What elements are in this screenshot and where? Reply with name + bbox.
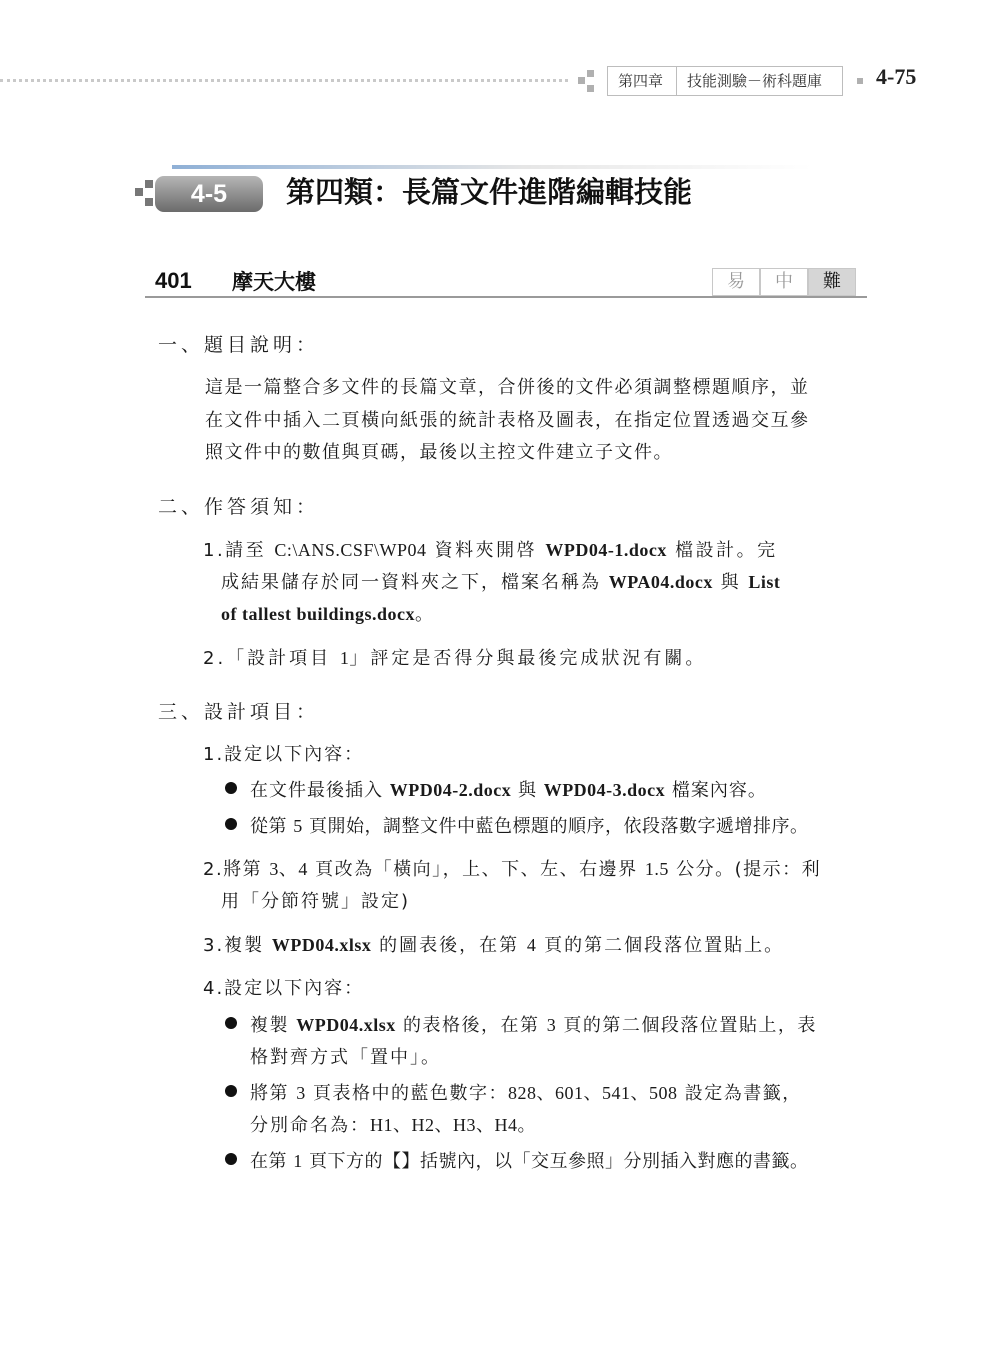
part2-item1-line3 <box>221 600 435 626</box>
text-run: 在第 <box>250 1151 294 1172</box>
text-run: 的圖表後，在第 <box>371 935 527 956</box>
text-run: 設定為書籤， <box>677 1083 802 1104</box>
filename: List <box>748 572 781 592</box>
number: 1 <box>339 648 350 668</box>
header-square-deco <box>578 77 585 84</box>
text-run: 頁的第二個段落位置貼上，表 <box>556 1015 817 1036</box>
part1-line: 這是一篇整合多文件的長篇文章，合併後的文件必須調整標題順序，並 <box>205 377 810 398</box>
part2-item1-line2 <box>221 568 780 594</box>
section-accent-bar <box>172 165 812 169</box>
section-number-badge: 4-5 <box>155 176 263 212</box>
text-run: 頁開始，調整文件中藍色標題的順序，依段落數字遞增排序。 <box>302 816 809 837</box>
section-square-deco <box>145 198 153 206</box>
part3-bullet4-line1 <box>250 1079 802 1105</box>
number: 5 <box>293 816 303 836</box>
number: 4 <box>298 859 308 879</box>
section-title: 第四類：長篇文件進階編輯技能 <box>286 175 693 209</box>
difficulty-medium: 中 <box>760 268 808 296</box>
text-run: 2.「設計項目 <box>203 648 340 669</box>
header-chapter: 第四章 <box>607 66 677 96</box>
text-run: 成結果儲存於同一資料夾之下，檔案名稱為 <box>221 572 609 593</box>
bullet-icon <box>225 1153 237 1165</box>
text-run: 與 <box>511 780 544 801</box>
header-square-deco <box>587 70 594 77</box>
filename: WPD04-1.docx <box>545 540 667 560</box>
text-run: 頁的第二個段落位置貼上。 <box>536 935 785 956</box>
part3-item4-label: 4.設定以下內容： <box>203 978 365 999</box>
text-run: 檔設計。完 <box>666 540 778 561</box>
part2-heading: 二、作答須知： <box>158 496 320 518</box>
part1-line: 在文件中插入二頁橫向紙張的統計表格及圖表，在指定位置透過交互參 <box>205 410 810 431</box>
part3-bullet3-line1 <box>250 1011 817 1037</box>
part3-bullet2 <box>250 812 808 838</box>
number-list: 828、601、541、508 <box>507 1083 678 1103</box>
header-square-deco <box>587 85 594 92</box>
folder-path: C:\ANS.CSF\WP04 <box>274 540 427 560</box>
part1-line: 照文件中的數值與頁碼，最後以主控文件建立子文件。 <box>205 442 673 463</box>
bullet-icon <box>225 818 237 830</box>
section-square-deco <box>135 188 143 196</box>
part3-item2-line2: 用「分節符號」設定) <box>221 891 411 912</box>
number: 4 <box>526 935 537 955</box>
text-run: 將第 <box>250 1083 297 1104</box>
part3-item2-line1 <box>203 855 821 881</box>
number: 3 <box>269 859 279 879</box>
number: 3 <box>296 1083 306 1103</box>
text-run: 在文件最後插入 <box>250 780 390 801</box>
part3-bullet1 <box>250 776 767 802</box>
filename: WPD04-3.docx <box>543 780 666 800</box>
part3-item1-label: 1.設定以下內容： <box>203 744 365 765</box>
filename: WPD04.xlsx <box>296 1015 396 1035</box>
text-run: 2.將第 <box>203 859 270 880</box>
part3-bullet3-line2: 格對齊方式「置中」。 <box>250 1047 441 1068</box>
bullet-icon <box>225 782 237 794</box>
part1-heading: 一、題目說明： <box>158 334 320 356</box>
filename: WPD04-2.docx <box>389 780 512 800</box>
part3-bullet4-line2 <box>250 1111 538 1137</box>
filename: WPA04.docx <box>608 572 713 592</box>
text-run: 的表格後，在第 <box>395 1015 547 1036</box>
text-run: 1.請至 <box>203 540 275 561</box>
text-run: 頁改為「橫向」，上、下、左、右邊界 <box>307 859 645 880</box>
question-number: 401 <box>155 268 192 293</box>
number: 1.5 <box>644 859 669 879</box>
text-run: 、 <box>278 859 299 880</box>
header-dotted-line <box>0 79 568 82</box>
text-run: 3.複製 <box>203 935 272 956</box>
text-run: 資料夾開啓 <box>426 540 546 561</box>
bookmark-names: H1、H2、H3、H4 <box>370 1115 518 1135</box>
text-run: 頁表格中的藍色數字： <box>305 1083 508 1104</box>
text-run: 。 <box>517 1115 538 1136</box>
filename: of tallest buildings.docx <box>221 604 416 624</box>
text-run: 公分。(提示：利 <box>668 859 822 880</box>
section-square-deco <box>145 180 153 188</box>
number: 1 <box>293 1151 303 1171</box>
part3-bullet5 <box>250 1147 808 1173</box>
text-run: 」評定是否得分與最後完成狀況有關。 <box>349 648 707 669</box>
question-divider <box>145 296 867 298</box>
bullet-icon <box>225 1017 237 1029</box>
part2-item2 <box>203 644 706 670</box>
difficulty-hard: 難 <box>808 268 856 296</box>
part3-heading: 三、設計項目： <box>158 701 320 723</box>
part3-item3 <box>203 931 784 957</box>
header-square-deco <box>857 78 863 84</box>
text-run: 檔案內容。 <box>665 780 767 801</box>
text-run: 分別命名為： <box>250 1115 370 1136</box>
filename: WPD04.xlsx <box>271 935 372 955</box>
part2-item1-line1 <box>203 536 778 562</box>
question-title: 摩天大樓 <box>232 270 316 294</box>
text-run: 與 <box>712 572 749 593</box>
header-book-title: 技能測驗－術科題庫 <box>676 66 843 96</box>
text-run: 複製 <box>250 1015 297 1036</box>
text-run: 頁下方的【】括號內，以「交互參照」分別插入對應的書籤。 <box>302 1151 809 1172</box>
text-run: 。 <box>415 604 436 625</box>
text-run: 從第 <box>250 816 294 837</box>
page-number: 4-75 <box>876 64 917 89</box>
difficulty-easy: 易 <box>712 268 760 296</box>
bullet-icon <box>225 1085 237 1097</box>
number: 3 <box>546 1015 557 1035</box>
